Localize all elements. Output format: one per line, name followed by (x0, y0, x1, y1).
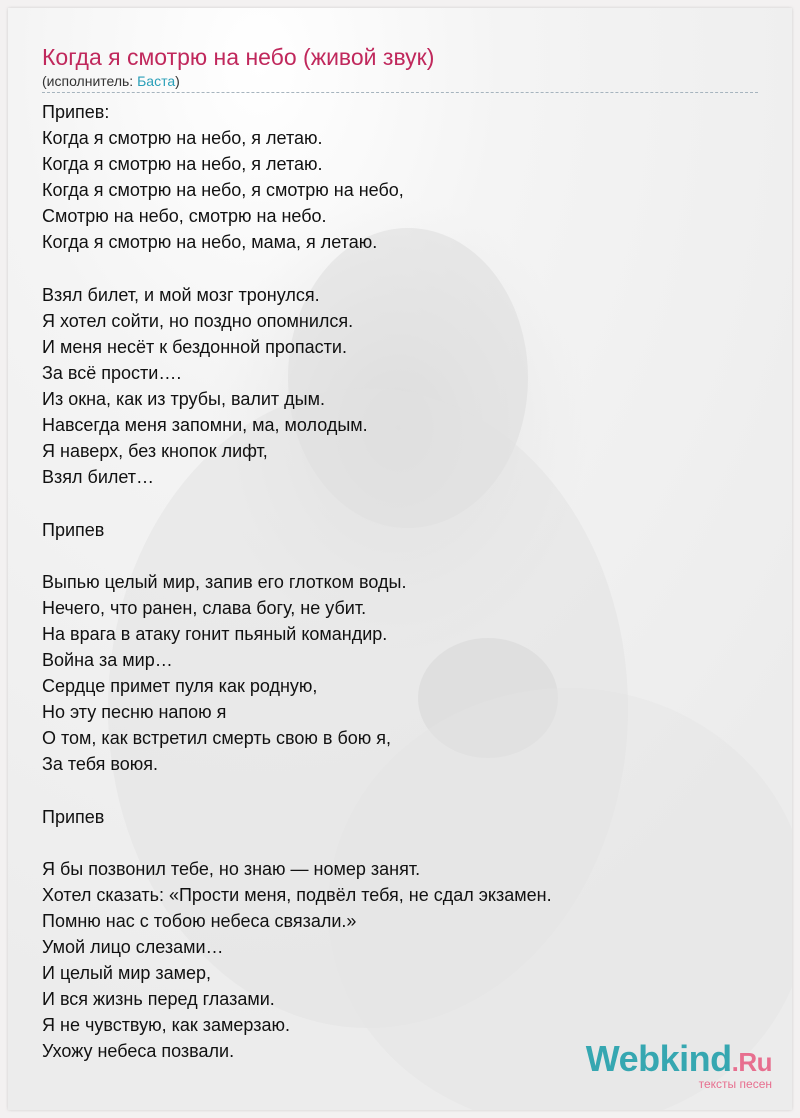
logo-tagline: тексты песен (698, 1077, 772, 1091)
lyric-line: Когда я смотрю на небо, я летаю. (42, 154, 323, 175)
lyric-line: И целый мир замер, (42, 963, 212, 984)
lyric-line: Я бы позвонил тебе, но знаю — номер занят. (42, 858, 421, 879)
blank-line (42, 777, 758, 803)
artist-line (42, 72, 758, 93)
lyric-line: И меня несёт к бездонной пропасти. (42, 336, 347, 357)
lyric-line: Выпью целый мир, запив его глотком воды. (42, 571, 407, 592)
lyric-line: Сердце примет пуля как родную, (42, 676, 318, 697)
blank-line (42, 543, 758, 569)
content (42, 42, 758, 1064)
lyric-line: Когда я смотрю на небо, я летаю. (42, 128, 323, 149)
lyric-line: На врага в атаку гонит пьяный командир. (42, 623, 388, 644)
lyric-line: Но эту песню напою я (42, 702, 227, 723)
webkind-logo[interactable] (585, 1038, 772, 1091)
lyric-line: Взял билет, и мой мозг тронулся. (42, 284, 320, 305)
artist-prefix: (исполнитель: (42, 73, 138, 89)
lyric-line: Припев: (42, 102, 110, 122)
blank-line (42, 256, 758, 282)
lyric-line: Война за мир… (42, 649, 173, 670)
lyric-line: Припев (42, 519, 105, 540)
song-title: Когда я смотрю на небо (живой звук) (42, 44, 435, 70)
logo-domain-text: .Ru (731, 1047, 772, 1077)
blank-line (42, 490, 758, 516)
lyric-line: Умой лицо слезами… (42, 937, 224, 957)
lyrics-text (42, 99, 758, 1064)
lyric-line: Когда я смотрю на небо, я смотрю на небо, (42, 180, 404, 201)
lyric-line: О том, как встретил смерть свою в бою я, (42, 728, 392, 749)
lyrics-sheet (8, 8, 792, 1110)
lyric-line: Я хотел сойти, но поздно опомнился. (42, 310, 354, 331)
lyric-line: Из окна, как из трубы, валит дым. (42, 389, 325, 410)
lyric-line: Нечего, что ранен, слава богу, не убит. (42, 597, 367, 618)
lyric-line: За тебя воюя. (42, 754, 159, 775)
lyric-line: Я наверх, без кнопок лифт, (42, 441, 268, 462)
lyric-line: Хотел сказать: «Прости меня, подвёл тебя, не сдал экзамен. (42, 884, 552, 905)
lyric-line: Я не чувствую, как замерзаю. (42, 1015, 290, 1036)
lyric-line: Помню нас с тобою небеса связали.» (42, 910, 357, 931)
artist-suffix: ) (175, 73, 180, 89)
artist-link[interactable]: Баста (137, 73, 176, 89)
blank-line (42, 830, 758, 856)
lyric-line: За всё прости…. (42, 362, 182, 383)
lyric-line: Ухожу небеса позвали. (42, 1041, 235, 1062)
lyric-line: Когда я смотрю на небо, мама, я летаю. (42, 232, 378, 253)
lyric-line: И вся жизнь перед глазами. (42, 989, 275, 1010)
lyric-line: Смотрю на небо, смотрю на небо. (42, 206, 327, 227)
lyric-line: Припев (42, 806, 105, 827)
logo-main-text: Webkind (585, 1038, 732, 1079)
lyric-line: Взял билет… (42, 467, 155, 488)
lyric-line: Навсегда меня запомни, ма, молодым. (42, 415, 368, 436)
